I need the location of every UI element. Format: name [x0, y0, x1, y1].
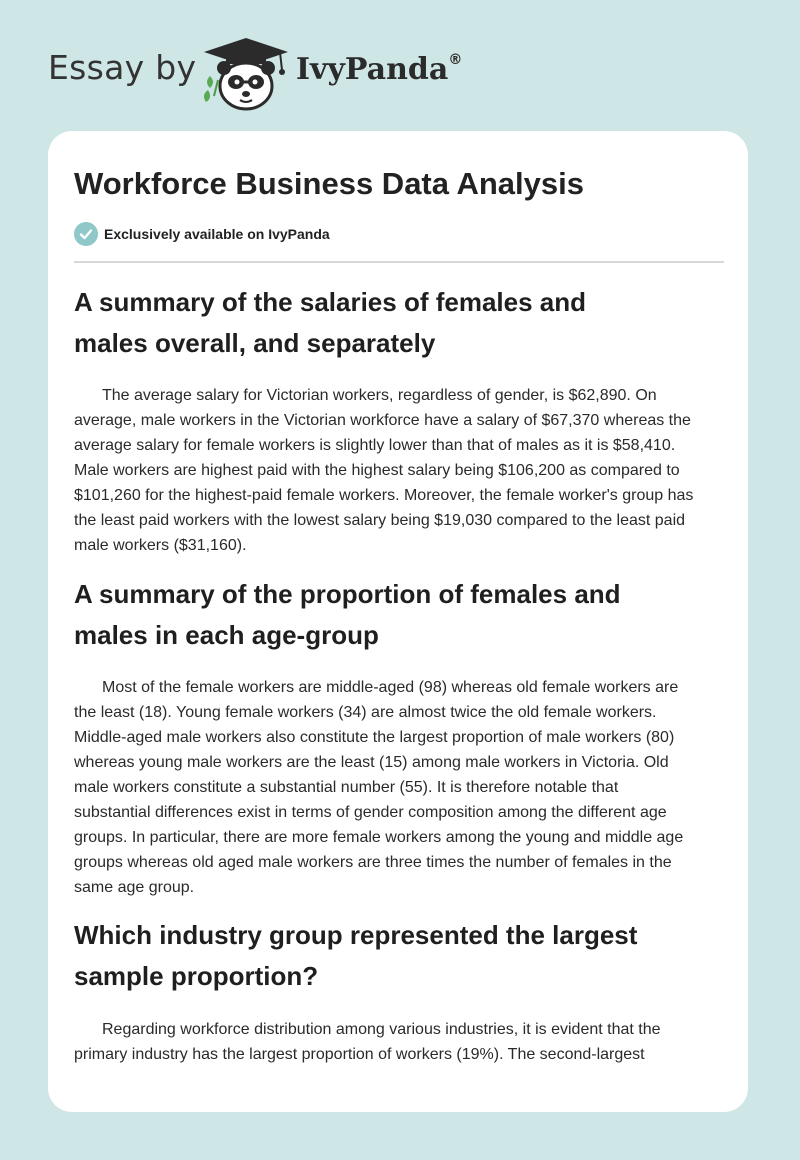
brand-name[interactable]: IvyPanda®: [296, 52, 463, 87]
section-heading-age-groups: A summary of the proportion of females and males in each age-group: [74, 579, 621, 650]
section-heading-industry: Which industry group represented the largest sample proportion?: [74, 920, 638, 991]
site-header: [0, 0, 800, 130]
exclusive-badge: [74, 221, 330, 247]
divider: [74, 261, 724, 263]
essay-card: [48, 131, 748, 1112]
section-body-industry: Regarding workforce distribution among various industries, it is evident that the primary industry has the largest proportion of workers (19%). The second-largest: [74, 1021, 661, 1063]
panda-logo-icon[interactable]: [200, 36, 292, 112]
exclusive-badge-label: Exclusively available on IvyPanda: [104, 226, 330, 242]
essay-by-label: Essay by: [48, 48, 197, 87]
section-body-age-groups: Most of the female workers are middle-aged (98) whereas old female workers are the least (18). Young female workers (34) are almost twice the old female workers. Middle-aged male workers also constitute the largest proportion of male workers (80) whereas young male workers are the least (15) among male workers in Victoria. Old male workers constitute a substantial number (55). It is therefore notable that substantial differences exist in terms of gender composition among the different age groups. In particular, there are more female workers among the young and middle age groups whereas old aged male workers are three times the number of females in the same age group.: [74, 679, 684, 896]
page-title: Workforce Business Data Analysis: [74, 166, 584, 201]
section-body-salaries: The average salary for Victorian workers, regardless of gender, is $62,890. On average, male workers in the Victorian workforce have a salary of $67,370 whereas the average salary for female workers is slightly lower than that of males as it is $58,410. Male workers are highest paid with the highest salary being $106,200 as compared to $101,260 for the highest-paid female workers. Moreover, the female worker's group has the least paid workers with the lowest salary being $19,030 compared to the least paid male workers ($31,160).: [74, 387, 694, 554]
check-icon: [74, 222, 98, 246]
section-heading-salaries: A summary of the salaries of females and males overall, and separately: [74, 287, 587, 358]
